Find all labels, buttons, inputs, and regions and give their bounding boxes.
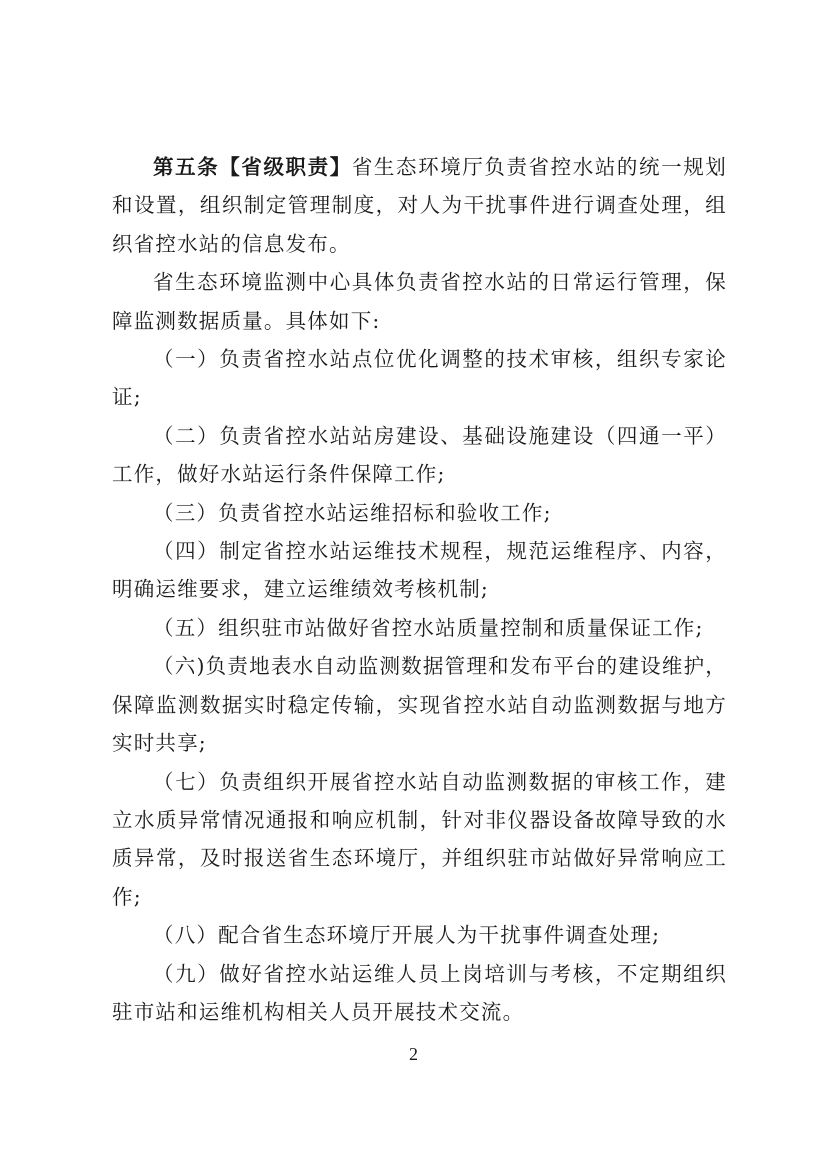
list-item-5: （五）组织驻市站做好省控水站质量控制和质量保证工作;: [153, 615, 704, 640]
list-item-1: （一）负责省控水站点位优化调整的技术审核，组织专家论证;: [112, 347, 727, 410]
page-number: 2: [409, 1044, 418, 1064]
list-item-6: （六)负责地表水自动监测数据管理和发布平台的建设维护，保障监测数据实时稳定传输，实现省控水站自动监测数据与地方实时共享;: [112, 654, 727, 756]
article-heading: 第五条【省级职责】: [153, 155, 352, 179]
document-body: [112, 148, 727, 1031]
article-paragraph: [112, 148, 727, 263]
article-body: 省生态环境厅负责省控水站的统一规划和设置，组织制定管理制度，对人为干扰事件进行调查处理，组织省控水站的信息发布。: [112, 155, 727, 256]
list-item-2: （二）负责省控水站站房建设、基础设施建设（四通一平）工作，做好水站运行条件保障工作;: [112, 423, 727, 487]
list-item-9: （九）做好省控水站运维人员上岗培训与考核，不定期组织驻市站和运维机构相关人员开展技术交流。: [112, 961, 727, 1024]
list-item-8: （八）配合省生态环境厅开展人为干扰事件调查处理;: [153, 923, 661, 948]
list-item-3: （三）负责省控水站运维招标和验收工作;: [153, 500, 552, 525]
intro-paragraph: 省生态环境监测中心具体负责省控水站的日常运行管理，保障监测数据质量。具体如下:: [112, 270, 727, 333]
list-item-7: （七）负责组织开展省控水站自动监测数据的审核工作，建立水质异常情况通报和响应机制，针对非仪器设备故障导致的水质异常，及时报送省生态环境厅，并组织驻市站做好异常响应工作;: [112, 769, 727, 909]
list-item-4: （四）制定省控水站运维技术规程，规范运维程序、内容，明确运维要求，建立运维绩效考核机制;: [112, 539, 727, 602]
